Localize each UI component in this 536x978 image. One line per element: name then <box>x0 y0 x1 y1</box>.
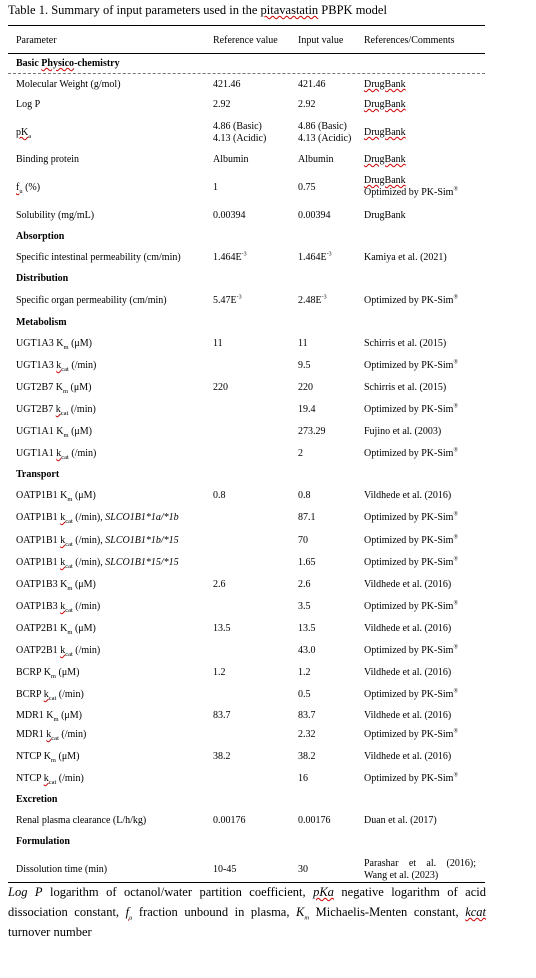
section-absorption: Absorption <box>16 231 65 242</box>
header-parameter: Parameter <box>16 35 57 46</box>
document-page: Table 1. Summary of input parameters used in the pitavastatin PBPK model Parameter Reference value Input value References/Comments Basic Physico-chemistry Molecular Weight (g/mol) 421.46 421.46 DrugBank Log P 2.92 2.92 DrugBank $pK_a$ 4.86 (Basic) 4.13 (Acidic) 4.86 (Basic) 4.13 (Acidic) DrugBank Binding protein Albumin Albumin DrugBank $f_u$ (%) 1 0.75 DrugBank Optimized by PK-Sim® Solubility (mg/mL) 0.00394 0.00394 DrugBank Absorption Specific intestinal permeability (cm/min) $1.464E^{-3}$ $1.464E^{-3}$ Kamiya et al. (2021) Distribution Specific organ permeability (cm/min) $5.47E^{-3}$ $2.48E^{-3}$ Optimized by PK-Sim® Metabolism UGT1A3 $K_m$ (μM) 11 11 Schirris et al. (2015) UGT1A3 $k_{cat}$ (/min) 9.5 Optimized by PK-Sim® UGT2B7 $K_m$ (μM) 220 220 Schirris et al. (2015) UGT2B7 $k_{cat}$ (/min) 19.4 Optimized by PK-Sim® UGT1A1 $K_m$ (μM) 273.29 Fujino et al. (2003) UGT1A1 $k_{cat}$ (/min) 2 Optimized by PK-Sim® Transport OATP1B1 $K_m$ (μM) 0.8 0.8 Vildhede et al. (2016) OATP1B1 $k_{cat}$ (/min), SLCO1B1*1a/*1b 87.1 Optimized by PK-Sim® OATP1B1 $k_{cat}$ (/min), SLCO1B1*1b/*15 70 Optimized by PK-Sim® OATP1B1 $k_{cat}$ (/min), SLCO1B1*15/*15 1.65 Optimized by PK-Sim® OATP1B3 $K_m$ (μM) 2.6 2.6 Vildhede et al. (2016) OATP1B3 $k_{cat}$ (/min) 3.5 Optimized by PK-Sim® OATP2B1 $K_m$ (μM) 13.5 13.5 Vildhede et al. (2016) OATP2B1 $k_{cat}$ (/min) 43.0 Optimized by PK-Sim® BCRP $K_m$ (μM) 1.2 1.2 Vildhede et al. (2016) BCRP $k_{cat}$ (/min) 0.5 Optimized by PK-Sim® MDR1 $K_m$ (μM) 83.7 83.7 Vildhede et al. (2016) MDR1 $k_{cat}$ (/min) 2.32 Optimized by PK-Sim® NTCP $K_m$ (μM) 38.2 38.2 Vildhede et al. (2016) NTCP $k_{cat}$ (/min) 16 Optimized by PK-Sim® Excretion Renal plasma clearance (L/h/kg) 0.00176 0.00176 Duan et al. (2017) Formulation Dissolution time (min) 10-45 30 Parashar et al. (2016); Wang et al. (2023) Log P logarithm of octanol/water partition coefficient, pKa negative logarithm of acid dissociation constant, $f_u$ fraction unbound in plasma, $K_m$ Michaelis-Menten constant, kcat turnover number <box>0 0 536 978</box>
table-footnote: Log P logarithm of octanol/water partition coefficient, pKa negative logarithm of acid dissociation constant, $f_u$ fraction unbound in plasma, $K_m$ Michaelis-Menten constant, kcat turnover number <box>8 885 487 939</box>
section-transport: Transport <box>16 469 60 480</box>
section-excretion: Excretion <box>16 794 58 805</box>
table-top-rule <box>8 25 485 26</box>
section-basic: Basic Physico-chemistry <box>16 58 120 69</box>
header-rule <box>8 53 485 54</box>
section-distribution: Distribution <box>16 273 69 284</box>
caption-drug: pitavastatin <box>260 3 319 17</box>
header-input: Input value <box>298 35 344 46</box>
section-metabolism: Metabolism <box>16 317 67 328</box>
table-caption: Table 1. Summary of input parameters used in the pitavastatin PBPK model <box>8 3 387 17</box>
header-reference: Reference value <box>213 35 278 46</box>
section-formulation: Formulation <box>16 836 70 847</box>
section-divider <box>8 73 485 74</box>
header-comments: References/Comments <box>364 35 455 46</box>
